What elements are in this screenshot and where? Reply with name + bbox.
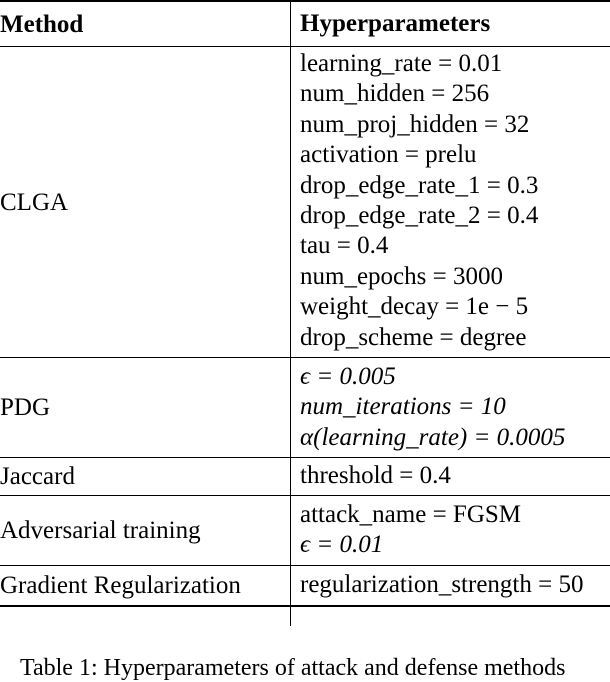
table-row-clga [0, 47, 610, 357]
param-line: regularization_strength = 50 [300, 571, 584, 598]
table-row-jaccard [0, 458, 610, 495]
table-caption: Table 1: Hyperparameters of attack and defense methods [20, 655, 566, 681]
method-cell: Gradient Regularization [0, 572, 241, 599]
method-cell: Adversarial training [0, 517, 201, 544]
param-line: num_epochs = 3000 [300, 262, 503, 290]
param-line: activation = prelu [300, 141, 477, 169]
table-row-adversarial-training [0, 496, 610, 565]
param-line: attack_name = FGSM [300, 501, 522, 528]
param-line: num_iterations = 10 [300, 393, 506, 421]
param-line: threshold = 0.4 [300, 462, 451, 489]
param-line: ϵ = 0.005 [300, 363, 396, 390]
param-line: α(learning_rate) = 0.0005 [300, 423, 566, 451]
param-line: learning_rate = 0.01 [300, 50, 503, 77]
param-line: num_proj_hidden = 32 [300, 110, 530, 138]
params-cell [300, 570, 610, 600]
params-cell [300, 461, 610, 491]
method-cell: PDG [0, 394, 51, 421]
param-line: tau = 0.4 [300, 232, 389, 260]
table-row-pdg [0, 358, 610, 457]
column-separator [290, 0, 291, 626]
header-method: Method [0, 10, 84, 38]
param-line: weight_decay = 1e − 5 [300, 293, 529, 321]
table-row-gradient-regularization [0, 566, 610, 605]
param-line: drop_edge_rate_2 = 0.4 [300, 201, 539, 229]
method-cell: Jaccard [0, 463, 75, 490]
params-cell [300, 49, 610, 353]
param-line: drop_edge_rate_1 = 0.3 [300, 171, 539, 199]
param-line: drop_scheme = degree [300, 323, 527, 351]
method-cell: CLGA [0, 188, 69, 216]
header-params: Hyperparameters [300, 10, 491, 37]
params-cell [300, 500, 610, 561]
table-header [0, 2, 610, 46]
params-cell [300, 362, 610, 453]
param-line: num_hidden = 256 [300, 80, 490, 108]
bottom-rule [0, 605, 610, 607]
param-line: ϵ = 0.01 [300, 531, 384, 559]
